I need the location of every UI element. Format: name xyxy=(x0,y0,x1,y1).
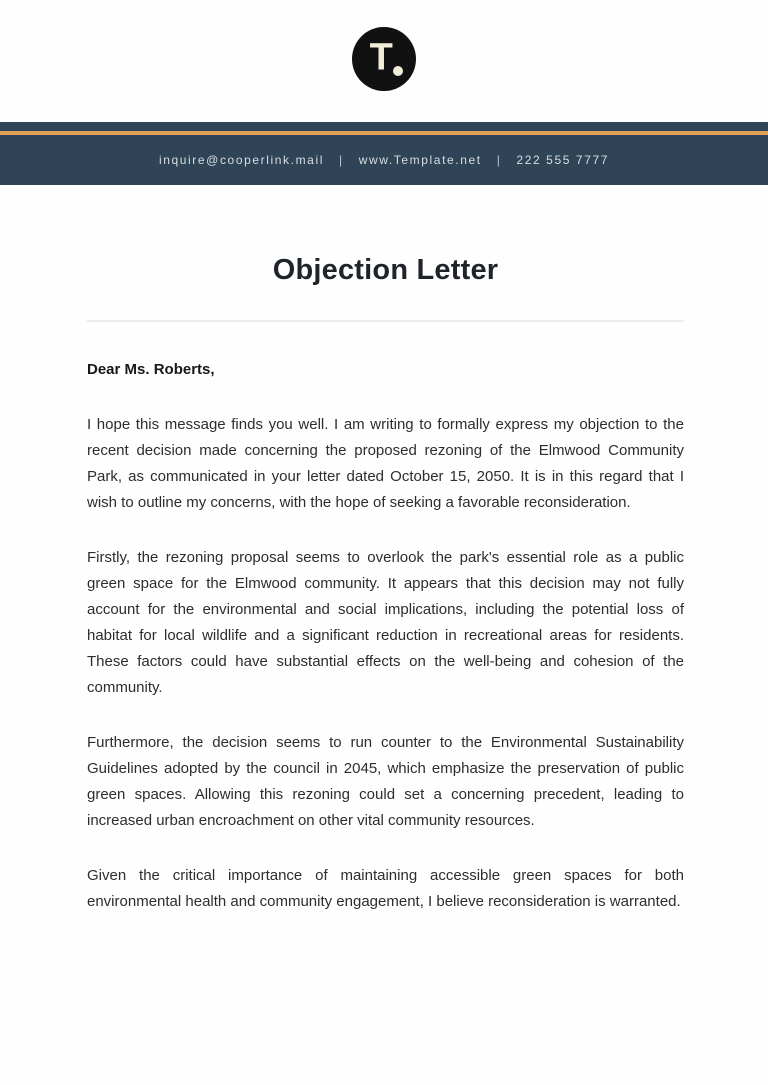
contact-phone: 222 555 7777 xyxy=(516,153,610,167)
letterhead xyxy=(0,0,768,185)
letter-paragraph: Firstly, the rezoning proposal seems to overlook the park's essential role as a public green space for the Elmwood community. It appears that this decision may not fully account for the environmental and social implications, including the potential loss of habitat for local wildlife and a significant reduction in recreational areas for residents. These factors could have substantial effects on the well-being and cohesion of the community. xyxy=(87,549,684,696)
contact-bar xyxy=(0,135,768,185)
contact-website: www.Template.net xyxy=(358,153,482,167)
logo-dot xyxy=(393,66,403,76)
letter-paragraph: I hope this message finds you well. I am writing to formally express my objection to the recent decision made concerning the proposed rezoning of the Elmwood Community Park, as communicated in your letter dated October 15, 2050. It is in this regard that I wish to outline my concerns, with the hope of seeking a favorable reconsideration. xyxy=(87,416,684,511)
logo-band xyxy=(0,0,768,122)
logo-letter: T xyxy=(369,36,393,79)
title-divider xyxy=(87,320,684,322)
letter-paragraph: Given the critical importance of maintaining accessible green spaces for both environmental health and community engagement, I believe reconsideration is warranted. xyxy=(87,867,684,910)
letter-paragraph: Furthermore, the decision seems to run counter to the Environmental Sustainability Guidelines adopted by the council in 2045, which emphasize the preservation of public green spaces. Allowing this rezoning could set a concerning precedent, leading to increased urban encroachment on other vital community resources. xyxy=(87,734,684,829)
salutation: Dear Ms. Roberts, xyxy=(87,361,215,378)
letter-content xyxy=(0,252,768,915)
brand-logo-icon xyxy=(352,27,416,91)
contact-separator: | xyxy=(496,153,502,167)
letter-title: Objection Letter xyxy=(272,254,499,286)
contact-separator: | xyxy=(339,153,344,167)
accent-navy-line xyxy=(0,122,768,131)
contact-email: inquire@cooperlink.mail xyxy=(158,153,324,167)
